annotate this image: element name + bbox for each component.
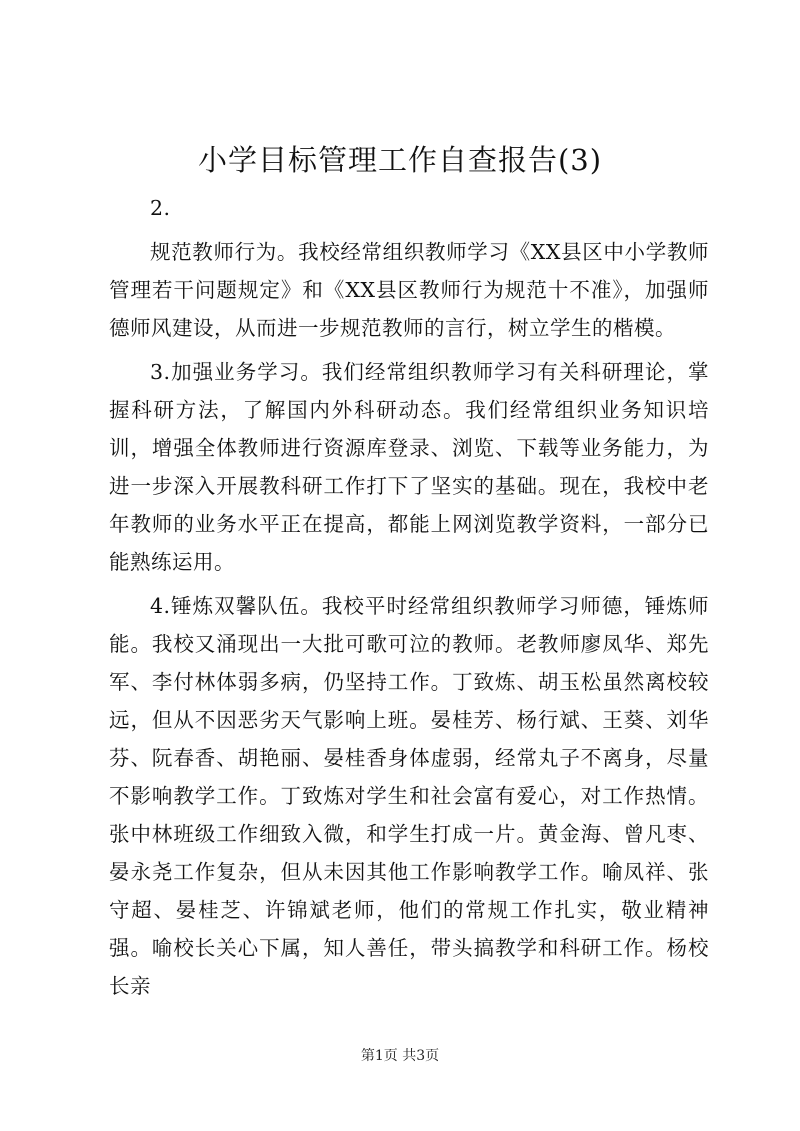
paragraph-2: 规范教师行为。我校经常组织教师学习《XX县区中小学教师管理若干问题规定》和《XX县区教师行为规范十不准》，加强师德师风建设，从而进一步规范教师的言行，树立学生的楷模。 <box>109 240 709 340</box>
page-number-footer: 第1页 共3页 <box>360 1048 440 1064</box>
paragraph-1: 2. <box>150 196 171 220</box>
document-title: 小学目标管理工作自查报告(3) <box>197 143 603 177</box>
paragraph-4: 4.锤炼双馨队伍。我校平时经常组织教师学习师德，锤炼师能。我校又涌现出一大批可歌可泣的教师。老教师廖凤华、郑先军、李付林体弱多病，仍坚持工作。丁致炼、胡玉松虽然离校较远，但从不因恶劣天气影响上班。晏桂芳、杨行斌、王葵、刘华芬、阮春香、胡艳丽、晏桂香身体虚弱，经常丸子不离身，尽量不影响教学工作。丁致炼对学生和社会富有爱心，对工作热情。张中林班级工作细致入微，和学生打成一片。黄金海、曾凡枣、晏永尧工作复杂，但从未因其他工作影响教学工作。喻凤祥、张守超、晏桂芝、许锦斌老师，他们的常规工作扎实，敬业精神强。喻校长关心下属，知人善任，带头搞教学和科研工作。杨校长亲 <box>109 594 709 998</box>
paragraph-3: 3.加强业务学习。我们经常组织教师学习有关科研理论，掌握科研方法，了解国内外科研动态。我们经常组织业务知识培训，增强全体教师进行资源库登录、浏览、下载等业务能力，为进一步深入开展教科研工作打下了坚实的基础。现在，我校中老年教师的业务水平正在提高，都能上网浏览教学资料，一部分已能熟练运用。 <box>109 360 709 574</box>
document-body <box>109 189 709 1005</box>
